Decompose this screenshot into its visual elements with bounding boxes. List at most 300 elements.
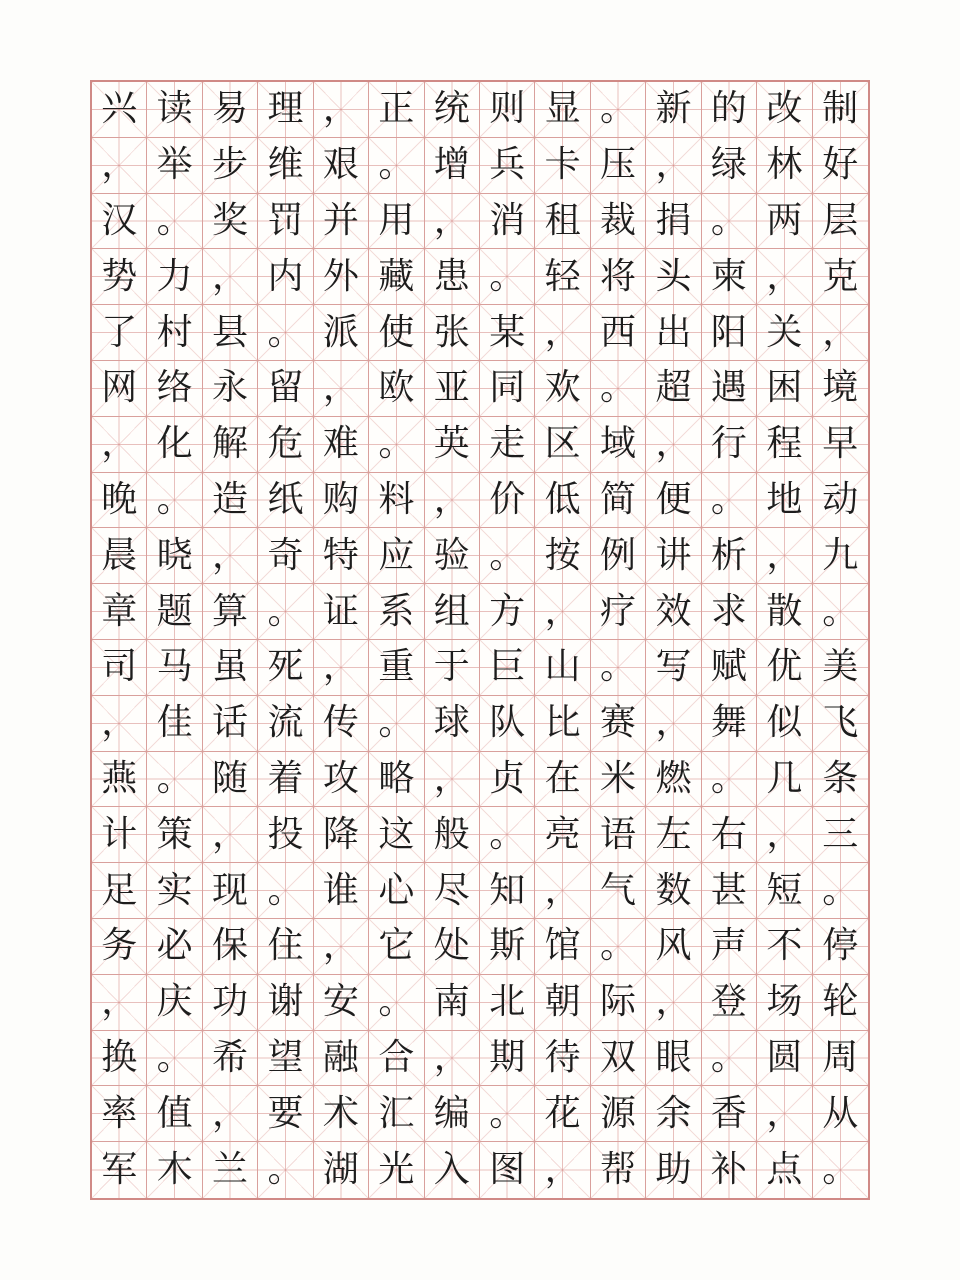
handwritten-character: ， [212,1092,249,1134]
grid-cell [258,194,313,250]
grid-cell [646,1031,701,1087]
grid-cell [813,82,868,138]
grid-cell [369,1142,424,1198]
handwritten-character: 解 [212,423,249,465]
grid-cell [535,1031,590,1087]
handwritten-character: 求 [710,590,747,632]
handwritten-character: 验 [433,534,470,576]
handwritten-character: 功 [212,981,249,1023]
grid-cell [813,1031,868,1087]
grid-cell [702,640,757,696]
handwritten-character: 消 [489,199,526,241]
grid-cell [203,249,258,305]
grid-cell [203,752,258,808]
handwritten-character: ， [766,534,803,576]
handwritten-character: 。 [489,255,526,297]
grid-cell [813,473,868,529]
grid-cell [147,194,202,250]
grid-cell [702,138,757,194]
handwritten-character: 尽 [433,869,470,911]
handwritten-character: 价 [489,478,526,520]
handwritten-character: 融 [322,1036,359,1078]
handwritten-character: 汉 [101,199,138,241]
handwritten-character: 希 [212,1036,249,1078]
handwritten-character: 于 [433,646,470,688]
handwritten-character: 系 [378,590,415,632]
grid-cell [314,919,369,975]
grid-cell [591,919,646,975]
grid-cell [535,138,590,194]
grid-cell [425,138,480,194]
handwritten-character: 处 [433,925,470,967]
grid-cell [369,752,424,808]
grid-cell [258,417,313,473]
grid-cell [591,863,646,919]
handwritten-character: 要 [267,1092,304,1134]
handwritten-character: 。 [600,367,637,409]
grid-cell [147,1142,202,1198]
handwritten-character: 困 [766,367,803,409]
handwritten-character: 罚 [267,199,304,241]
handwritten-character: 山 [544,646,581,688]
handwritten-character: 花 [544,1092,581,1134]
handwritten-character: 语 [600,813,637,855]
handwritten-character: 燃 [655,757,692,799]
grid-cell [425,305,480,361]
grid-cell [147,82,202,138]
grid-cell [757,528,812,584]
grid-cell [92,82,147,138]
grid-cell [591,807,646,863]
grid-cell [702,696,757,752]
handwritten-character: 村 [156,311,193,353]
grid-cell [203,528,258,584]
handwritten-character: 庆 [156,981,193,1023]
handwritten-character: 斯 [489,925,526,967]
grid-cell [92,473,147,529]
grid-cell [258,863,313,919]
handwritten-character: ， [212,255,249,297]
grid-cell [369,807,424,863]
grid-cell [480,361,535,417]
grid-cell [480,1031,535,1087]
handwritten-character: 改 [766,88,803,130]
handwritten-character: 使 [378,311,415,353]
grid-cell [480,919,535,975]
handwritten-character: 。 [156,1036,193,1078]
grid-cell [646,752,701,808]
grid-cell [147,752,202,808]
grid-cell [591,82,646,138]
handwritten-character: 关 [766,311,803,353]
grid-cell [425,752,480,808]
grid-cell [646,1086,701,1142]
handwritten-character: 新 [655,88,692,130]
grid-cell [314,1142,369,1198]
handwritten-character: 力 [156,255,193,297]
handwritten-character: 区 [544,423,581,465]
handwritten-character: 正 [378,88,415,130]
handwritten-character: 艰 [322,144,359,186]
grid-cell [591,1031,646,1087]
handwritten-character: 应 [378,534,415,576]
grid-cell [258,528,313,584]
grid-cell [813,417,868,473]
grid-cell [757,1086,812,1142]
grid-cell [646,138,701,194]
handwritten-character: 三 [822,813,859,855]
grid-cell [702,975,757,1031]
grid-cell [92,1086,147,1142]
grid-cell [258,249,313,305]
handwritten-character: 球 [433,702,470,744]
grid-cell [369,473,424,529]
handwritten-character: 。 [267,869,304,911]
handwritten-character: 降 [322,813,359,855]
handwritten-character: 现 [212,869,249,911]
grid-cell [258,584,313,640]
handwritten-character: 。 [378,702,415,744]
grid-cell [480,584,535,640]
grid-cell [702,863,757,919]
handwritten-character: 留 [267,367,304,409]
handwritten-character: 县 [212,311,249,353]
handwritten-character: 危 [267,423,304,465]
handwritten-character: 按 [544,534,581,576]
grid-cell [702,417,757,473]
handwritten-character: 米 [600,757,637,799]
grid-cell [480,528,535,584]
grid-cell [314,807,369,863]
grid-cell [480,305,535,361]
handwritten-character: ， [544,1149,581,1191]
handwritten-character: 行 [710,423,747,465]
grid-cell [480,194,535,250]
handwritten-character: 佳 [156,702,193,744]
grid-cell [258,807,313,863]
grid-cell [813,752,868,808]
handwritten-character: 的 [710,88,747,130]
grid-cell [535,696,590,752]
handwritten-character: 欧 [378,367,415,409]
handwritten-character: 。 [156,478,193,520]
handwritten-character: 谢 [267,981,304,1023]
grid-cell [702,473,757,529]
handwritten-character: 知 [489,869,526,911]
handwritten-character: 势 [101,255,138,297]
handwritten-character: 光 [378,1149,415,1191]
handwritten-character: ， [544,311,581,353]
grid-cell [425,975,480,1031]
grid-cell [425,919,480,975]
handwritten-character: 晨 [101,534,138,576]
grid-cell [92,1031,147,1087]
grid-cell [646,919,701,975]
handwritten-character: 望 [267,1036,304,1078]
handwritten-character: ， [101,702,138,744]
grid-cell [480,82,535,138]
grid-cell [147,863,202,919]
grid-cell [425,1031,480,1087]
grid-cell [369,919,424,975]
handwritten-character: 绿 [710,144,747,186]
handwritten-character: 汇 [378,1092,415,1134]
handwritten-character: 点 [766,1149,803,1191]
handwritten-character: 超 [655,367,692,409]
grid-cell [591,1142,646,1198]
handwritten-character: 从 [822,1092,859,1134]
handwritten-character: 轮 [822,981,859,1023]
handwritten-character: 木 [156,1149,193,1191]
handwritten-character: 术 [322,1092,359,1134]
handwritten-character: 。 [600,925,637,967]
grid-cell [92,194,147,250]
grid-cell [425,696,480,752]
grid-cell [369,1031,424,1087]
grid-cell [258,361,313,417]
grid-cell [646,82,701,138]
grid-cell [480,249,535,305]
handwritten-character: 兴 [101,88,138,130]
handwritten-character: ， [433,757,470,799]
handwritten-character: 保 [212,925,249,967]
grid-cell [646,975,701,1031]
grid-cell [591,417,646,473]
handwritten-character: 攻 [322,757,359,799]
grid-cell [425,528,480,584]
grid-cell [591,584,646,640]
grid-cell [480,138,535,194]
handwritten-character: 造 [212,478,249,520]
grid-cell [369,194,424,250]
handwritten-character: 话 [212,702,249,744]
handwritten-character: 。 [489,813,526,855]
handwritten-character: 步 [212,144,249,186]
handwritten-character: 不 [766,925,803,967]
grid-cell [757,696,812,752]
handwritten-character: 地 [766,478,803,520]
grid-cell [480,473,535,529]
grid-cell [480,640,535,696]
handwritten-character: 北 [489,981,526,1023]
grid-cell [702,807,757,863]
handwritten-character: 。 [489,534,526,576]
handwritten-character: 效 [655,590,692,632]
grid-cell [757,640,812,696]
grid-cell [369,863,424,919]
grid-cell [535,919,590,975]
grid-cell [813,249,868,305]
grid-cell [425,1142,480,1198]
grid-cell [203,194,258,250]
handwritten-character: 谁 [322,869,359,911]
handwritten-character: 低 [544,478,581,520]
handwritten-character: 简 [600,478,637,520]
grid-cell [314,305,369,361]
grid-cell [702,194,757,250]
grid-cell [314,640,369,696]
grid-cell [757,1142,812,1198]
grid-cell [258,640,313,696]
handwritten-character: 安 [322,981,359,1023]
handwritten-character: 欢 [544,367,581,409]
handwritten-character: 兰 [212,1149,249,1191]
handwritten-character: 几 [766,757,803,799]
grid-cell [92,528,147,584]
grid-cell [535,584,590,640]
handwritten-character: 它 [378,925,415,967]
grid-cell [314,528,369,584]
handwritten-character: 。 [489,1092,526,1134]
grid-cell [702,919,757,975]
grid-cell [147,305,202,361]
grid-cell [591,138,646,194]
handwritten-character: 亚 [433,367,470,409]
handwritten-character: 境 [822,367,859,409]
grid-cell [369,1086,424,1142]
handwritten-character: 。 [822,590,859,632]
handwritten-character: 例 [600,534,637,576]
handwritten-character: 优 [766,646,803,688]
handwritten-character: ， [322,367,359,409]
handwritten-character: 短 [766,869,803,911]
handwritten-character: 。 [710,478,747,520]
grid-cell [535,473,590,529]
handwritten-character: 左 [655,813,692,855]
handwritten-character: 合 [378,1036,415,1078]
grid-cell [535,640,590,696]
handwritten-character: 圆 [766,1036,803,1078]
handwritten-character: 策 [156,813,193,855]
handwritten-character: 编 [433,1092,470,1134]
handwritten-character: 英 [433,423,470,465]
handwritten-character: 气 [600,869,637,911]
grid-cell [813,975,868,1031]
grid-cell [147,640,202,696]
handwritten-character: 写 [655,646,692,688]
handwritten-character: 燕 [101,757,138,799]
grid-cell [92,640,147,696]
grid-cell [480,417,535,473]
grid-cell [369,249,424,305]
handwritten-character: 难 [322,423,359,465]
handwritten-character: 。 [378,144,415,186]
grid-cell [147,249,202,305]
handwritten-character: 料 [378,478,415,520]
grid-cell [147,919,202,975]
grid-cell [203,696,258,752]
grid-cell [646,249,701,305]
grid-cell [314,138,369,194]
grid-cell [591,361,646,417]
grid-cell [425,361,480,417]
handwritten-character: 赛 [600,702,637,744]
grid-cell [757,194,812,250]
handwritten-character: ， [655,144,692,186]
handwritten-character: ， [322,88,359,130]
handwritten-character: ， [101,981,138,1023]
handwritten-character: 裁 [600,199,637,241]
grid-cell [646,696,701,752]
grid-cell [757,863,812,919]
grid-cell [591,975,646,1031]
grid-cell [203,417,258,473]
handwritten-character: 虽 [212,646,249,688]
grid-cell [92,752,147,808]
grid-cell [258,1086,313,1142]
grid-cell [813,305,868,361]
grid-cell [369,975,424,1031]
handwritten-character: 图 [489,1149,526,1191]
handwritten-character: 早 [822,423,859,465]
grid-cell [757,305,812,361]
handwritten-character: 租 [544,199,581,241]
grid-cell [425,473,480,529]
grid-cell [813,361,868,417]
grid-cell [425,82,480,138]
handwritten-character: ， [212,813,249,855]
grid-cell [203,1142,258,1198]
grid-cell [702,305,757,361]
grid-cell [314,1031,369,1087]
grid-cell [92,305,147,361]
handwritten-character: 压 [600,144,637,186]
grid-cell [702,752,757,808]
handwritten-character: 场 [766,981,803,1023]
handwritten-character: 了 [101,311,138,353]
handwritten-character: 派 [322,311,359,353]
handwritten-character: 析 [710,534,747,576]
grid-cell [646,640,701,696]
handwritten-character: 遇 [710,367,747,409]
handwritten-character: 晚 [101,478,138,520]
handwritten-character: 计 [101,813,138,855]
grid-cell [535,361,590,417]
grid-cell [535,82,590,138]
grid-cell [258,1031,313,1087]
handwritten-character: 际 [600,981,637,1023]
grid-cell [702,1086,757,1142]
handwritten-character: 甚 [710,869,747,911]
handwritten-character: 舞 [710,702,747,744]
handwritten-character: 克 [822,255,859,297]
grid-cell [147,528,202,584]
grid-cell [147,975,202,1031]
grid-cell [203,1031,258,1087]
grid-cell [425,1086,480,1142]
handwritten-character: 举 [156,144,193,186]
grid-cell [203,807,258,863]
calligraphy-grid-sheet [90,80,870,1200]
grid-cell [314,975,369,1031]
grid-cell [813,528,868,584]
handwritten-character: 停 [822,925,859,967]
handwritten-character: 程 [766,423,803,465]
grid-cell [203,82,258,138]
handwritten-character: 亮 [544,813,581,855]
grid-cell [757,1031,812,1087]
grid-cell [369,584,424,640]
handwritten-character: 内 [267,255,304,297]
handwritten-character: 风 [655,925,692,967]
handwritten-character: 化 [156,423,193,465]
handwritten-character: 随 [212,757,249,799]
grid-cell [702,361,757,417]
handwritten-character: 。 [822,1149,859,1191]
handwritten-character: 队 [489,702,526,744]
grid-cell [591,528,646,584]
handwritten-character: 显 [544,88,581,130]
